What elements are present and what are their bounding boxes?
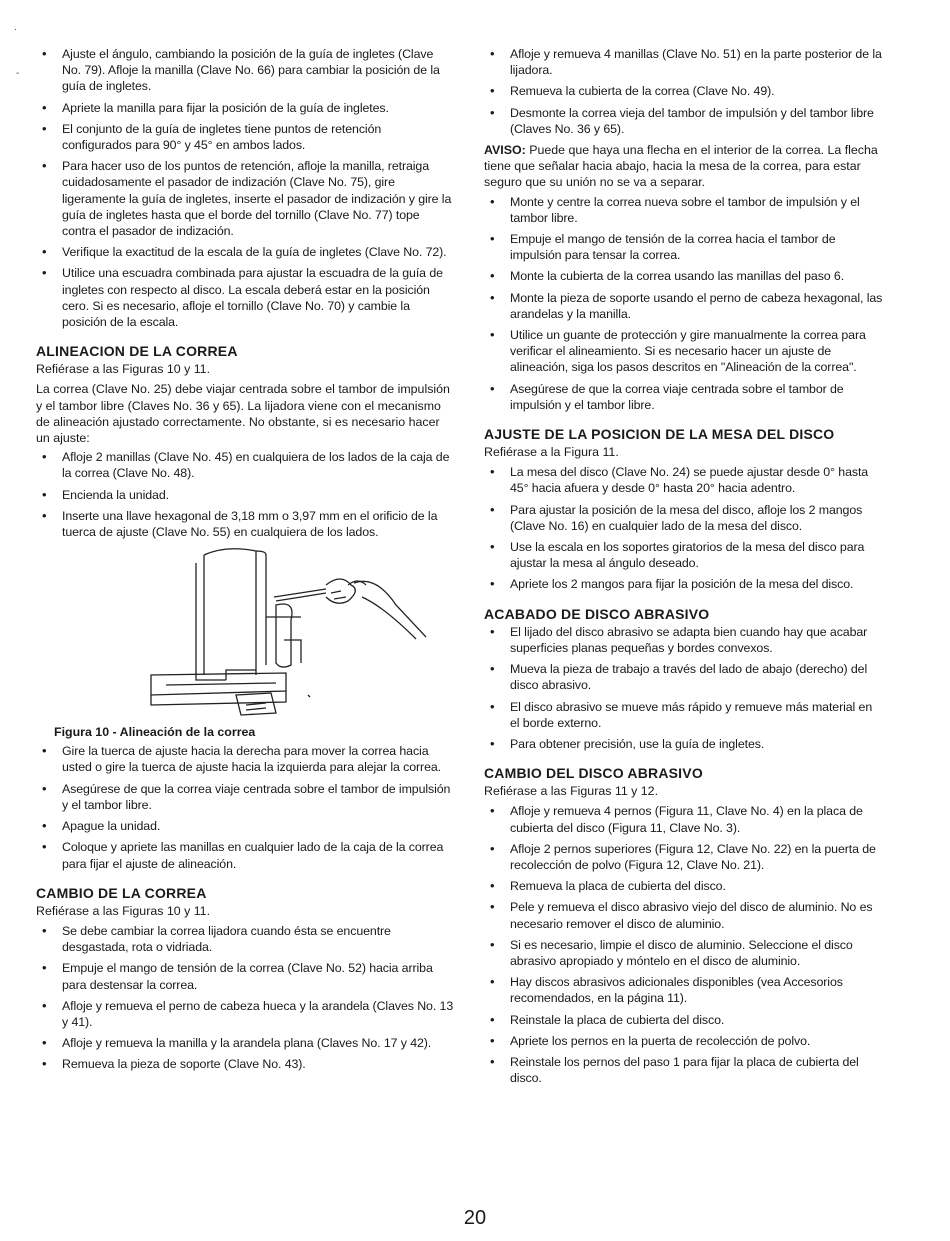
cambio-correa-continued-list [484,46,884,137]
list-item: • Afloje y remueva la manilla y la arandela plana (Claves No. 17 y 42). [36,1035,454,1051]
alineacion-list-after [36,743,454,871]
list-item: • El lijado del disco abrasivo se adapta bien cuando hay que acabar superficies planas pequeñas y bordes convexos. [484,624,884,656]
list-item: • Afloje 2 manillas (Clave No. 45) en cualquiera de los lados de la caja de la correa (Clave No. 48). [36,449,454,481]
list-item: • Para ajustar la posición de la mesa del disco, afloje los 2 mangos (Clave No. 16) en cualquier lado de la mesa del disco. [484,502,884,534]
list-item: • Utilice una escuadra combinada para ajustar la escuadra de la guía de ingletes con respecto al disco. La escala deberá estar en la posición cero. Si es necesario, afloje el tornillo (Clave No. 70) y cambie la posición de la escala. [36,265,454,330]
figure-reference: Refiérase a la Figura 11. [484,445,619,460]
ajuste-mesa-list [484,464,884,592]
list-item: • Use la escala en los soportes giratorios de la mesa del disco para ajustar la mesa al ángulo deseado. [484,539,884,571]
list-item: • Encienda la unidad. [36,487,454,503]
figure-caption: Figura 10 - Alineación de la correa [54,725,256,740]
list-item: • Desmonte la correa vieja del tambor de impulsión y del tambor libre (Claves No. 36 y 65). [484,105,884,137]
after-aviso-list [484,194,884,413]
cambio-disco-list [484,803,884,1086]
list-item: • Para hacer uso de los puntos de retención, afloje la manilla, retraiga cuidadosamente el pasador de indización (Clave No. 75), gire ligeramente la guía de ingletes, inserte el pasador de indización y gire la guía de ingletes hasta que el borde del tornillo (Clave No. 77) tope contra el pasador de indización. [36,158,454,239]
margin-mark-top: . [14,22,17,33]
list-item: • Reinstale la placa de cubierta del disco. [484,1012,884,1028]
list-item: • Apriete los 2 mangos para fijar la posición de la mesa del disco. [484,576,884,592]
list-item: • Monte la pieza de soporte usando el perno de cabeza hexagonal, las arandelas y la manilla. [484,290,884,322]
page-number: 20 [463,1207,487,1229]
right-column [484,46,884,1091]
list-item: • Hay discos abrasivos adicionales disponibles (vea Accesorios recomendados, en la página 11). [484,974,884,1006]
list-item: • Afloje y remueva 4 pernos (Figura 11, Clave No. 4) en la placa de cubierta del disco (Figura 11, Clave No. 3). [484,803,884,835]
figure-reference: Refiérase a las Figuras 10 y 11. [36,362,211,377]
alineacion-list [36,449,454,540]
list-item: • Asegúrese de que la correa viaje centrada sobre el tambor de impulsión y el tambor libre. [36,781,454,813]
paragraph: La correa (Clave No. 25) debe viajar centrada sobre el tambor de impulsión y el tambor libre (Claves No. 36 y 65). La lijadora viene con el mecanismo de alineación ajustado correctamente. No obstante, si es necesario hacer un ajuste: [36,382,450,446]
cambio-correa-list [36,923,454,1073]
list-item: • Si es necesario, limpie el disco de aluminio. Seleccione el disco abrasivo apropiado y móntelo en el disco de aluminio. [484,937,884,969]
list-item: • Afloje 2 pernos superiores (Figura 12, Clave No. 22) en la puerta de recolección de polvo (Figura 12, Clave No. 21). [484,841,884,873]
list-item: • Para obtener precisión, use la guía de ingletes. [484,736,884,752]
list-item: • Remueva la cubierta de la correa (Clave No. 49). [484,83,884,99]
margin-mark-side: - [16,68,20,79]
list-item: • Empuje el mango de tensión de la correa hacia el tambor de impulsión para tensar la correa. [484,231,884,263]
list-item: • Pele y remueva el disco abrasivo viejo del disco de aluminio. No es necesario remover el disco de aluminio. [484,899,884,931]
list-item: • Apriete los pernos en la puerta de recolección de polvo. [484,1033,884,1049]
list-item: • Apriete la manilla para fijar la posición de la guía de ingletes. [36,100,454,116]
list-item: • Monte la cubierta de la correa usando las manillas del paso 6. [484,268,884,284]
figure-reference: Refiérase a las Figuras 10 y 11. [36,903,211,918]
section-heading-alineacion: ALINEACION DE LA CORREA [36,343,238,360]
list-item: • El conjunto de la guía de ingletes tiene puntos de retención configurados para 90° y 45° en ambos lados. [36,121,454,153]
section-heading-cambio-disco: CAMBIO DEL DISCO ABRASIVO [484,765,703,782]
section-heading-cambio-correa: CAMBIO DE LA CORREA [36,884,207,901]
list-item: • Gire la tuerca de ajuste hacia la derecha para mover la correa hacia usted o gire la tuerca de ajuste hacia la izquierda para alejar la correa. [36,743,454,775]
aviso-label: AVISO: [484,143,526,158]
list-item: • La mesa del disco (Clave No. 24) se puede ajustar desde 0° hasta 45° hacia afuera y desde 0° hasta 20° hacia adentro. [484,464,884,496]
list-item: • Afloje y remueva 4 manillas (Clave No. 51) en la parte posterior de la lijadora. [484,46,884,78]
figure-reference: Refiérase a las Figuras 11 y 12. [484,784,659,799]
list-item: • Mueva la pieza de trabajo a través del lado de abajo (derecho) del disco abrasivo. [484,661,884,693]
section-heading-acabado: ACABADO DE DISCO ABRASIVO [484,605,710,622]
list-item: • Utilice un guante de protección y gire manualmente la correa para verificar el alineamiento. Si es necesario hacer un ajuste de alineación, siga los pasos descritos en "Alineación de la correa". [484,327,884,376]
list-item: • Ajuste el ángulo, cambiando la posición de la guía de ingletes (Clave No. 79). Afloje la manilla (Clave No. 66) para cambiar la posición de la guía de ingletes. [36,46,454,95]
list-item: • El disco abrasivo se mueve más rápido y remueve más material en el borde externo. [484,699,884,731]
aviso-text: Puede que haya una flecha en el interior de la correa. La flecha tiene que señalar hacia abajo, hacia la mesa de la correa, para estar seguro que su unión no se va a separar. [484,143,878,190]
list-item: • Afloje y remueva el perno de cabeza hueca y la arandela (Claves No. 13 y 41). [36,998,454,1030]
left-column [36,46,454,1078]
list-item: • Remueva la placa de cubierta del disco. [484,878,884,894]
list-item: • Reinstale los pernos del paso 1 para fijar la placa de cubierta del disco. [484,1054,884,1086]
belt-alignment-drawing [126,545,446,719]
list-item: • Empuje el mango de tensión de la correa (Clave No. 52) hacia arriba para destensar la correa. [36,960,454,992]
miter-guide-list [36,46,454,330]
list-item: • Coloque y apriete las manillas en cualquier lado de la caja de la correa para fijar el ajuste de alineación. [36,839,454,871]
list-item: • Apague la unidad. [36,818,454,834]
list-item: • Verifique la exactitud de la escala de la guía de ingletes (Clave No. 72). [36,244,454,260]
figure-10-illustration [126,545,446,719]
list-item: • Inserte una llave hexagonal de 3,18 mm o 3,97 mm en el orificio de la tuerca de ajuste (Clave No. 55) en cualquiera de los lados. [36,508,454,540]
aviso-notice [484,142,884,191]
list-item: • Monte y centre la correa nueva sobre el tambor de impulsión y el tambor libre. [484,194,884,226]
list-item: • Se debe cambiar la correa lijadora cuando ésta se encuentre desgastada, rota o vidriada. [36,923,454,955]
acabado-list [484,624,884,752]
list-item: • Asegúrese de que la correa viaje centrada sobre el tambor de impulsión y el tambor libre. [484,381,884,413]
list-item: • Remueva la pieza de soporte (Clave No. 43). [36,1056,454,1072]
section-heading-ajuste-mesa: AJUSTE DE LA POSICION DE LA MESA DEL DISCO [484,426,835,443]
